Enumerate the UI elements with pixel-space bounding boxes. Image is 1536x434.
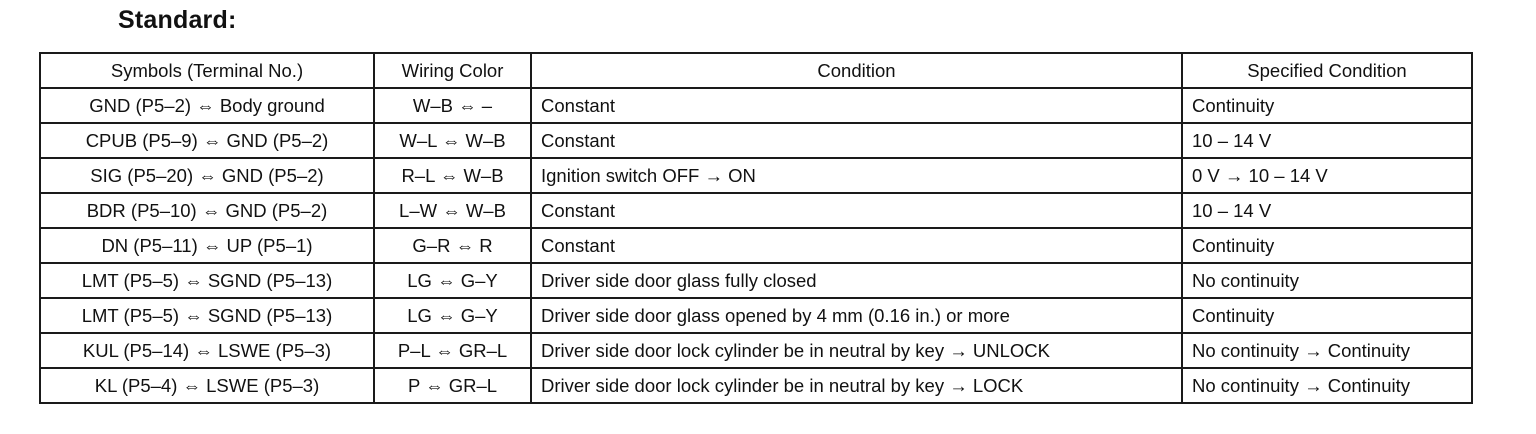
table-row [40, 263, 1472, 298]
cell-condition: Ignition switch OFF → ON [531, 158, 1182, 193]
header-wiring-color: Wiring Color [374, 53, 531, 88]
cell-symbols: LMT (P5–5) ⇔ SGND (P5–13) [40, 263, 374, 298]
cell-specified-condition: 10 – 14 V [1182, 123, 1472, 158]
cell-specified-condition: Continuity [1182, 298, 1472, 333]
cell-symbols: SIG (P5–20) ⇔ GND (P5–2) [40, 158, 374, 193]
header-condition: Condition [531, 53, 1182, 88]
cell-symbols: KUL (P5–14) ⇔ LSWE (P5–3) [40, 333, 374, 368]
cell-specified-condition: No continuity → Continuity [1182, 368, 1472, 403]
cell-wiring-color: G–R ⇔ R [374, 228, 531, 263]
cell-condition: Constant [531, 88, 1182, 123]
cell-symbols: CPUB (P5–9) ⇔ GND (P5–2) [40, 123, 374, 158]
cell-symbols: DN (P5–11) ⇔ UP (P5–1) [40, 228, 374, 263]
table-row [40, 228, 1472, 263]
cell-wiring-color: W–B ⇔ – [374, 88, 531, 123]
table-row [40, 88, 1472, 123]
cell-symbols: LMT (P5–5) ⇔ SGND (P5–13) [40, 298, 374, 333]
cell-condition: Constant [531, 123, 1182, 158]
table-row [40, 193, 1472, 228]
table-row [40, 333, 1472, 368]
cell-specified-condition: No continuity [1182, 263, 1472, 298]
cell-condition: Constant [531, 228, 1182, 263]
cell-specified-condition: 0 V → 10 – 14 V [1182, 158, 1472, 193]
table-row [40, 123, 1472, 158]
cell-wiring-color: L–W ⇔ W–B [374, 193, 531, 228]
cell-symbols: BDR (P5–10) ⇔ GND (P5–2) [40, 193, 374, 228]
cell-specified-condition: Continuity [1182, 228, 1472, 263]
cell-wiring-color: LG ⇔ G–Y [374, 298, 531, 333]
standard-table [39, 52, 1473, 404]
cell-condition: Driver side door lock cylinder be in neutral by key → LOCK [531, 368, 1182, 403]
table-row [40, 368, 1472, 403]
cell-specified-condition: No continuity → Continuity [1182, 333, 1472, 368]
cell-condition: Driver side door glass opened by 4 mm (0.16 in.) or more [531, 298, 1182, 333]
cell-specified-condition: 10 – 14 V [1182, 193, 1472, 228]
header-specified-condition: Specified Condition [1182, 53, 1472, 88]
cell-symbols: KL (P5–4) ⇔ LSWE (P5–3) [40, 368, 374, 403]
cell-specified-condition: Continuity [1182, 88, 1472, 123]
cell-condition: Driver side door lock cylinder be in neutral by key → UNLOCK [531, 333, 1182, 368]
header-symbols: Symbols (Terminal No.) [40, 53, 374, 88]
table-row [40, 298, 1472, 333]
cell-wiring-color: R–L ⇔ W–B [374, 158, 531, 193]
cell-condition: Constant [531, 193, 1182, 228]
cell-wiring-color: W–L ⇔ W–B [374, 123, 531, 158]
table-header-row [40, 53, 1472, 88]
cell-symbols: GND (P5–2) ⇔ Body ground [40, 88, 374, 123]
cell-condition: Driver side door glass fully closed [531, 263, 1182, 298]
cell-wiring-color: P ⇔ GR–L [374, 368, 531, 403]
page-title: Standard: [118, 6, 237, 34]
table-row [40, 158, 1472, 193]
cell-wiring-color: P–L ⇔ GR–L [374, 333, 531, 368]
cell-wiring-color: LG ⇔ G–Y [374, 263, 531, 298]
